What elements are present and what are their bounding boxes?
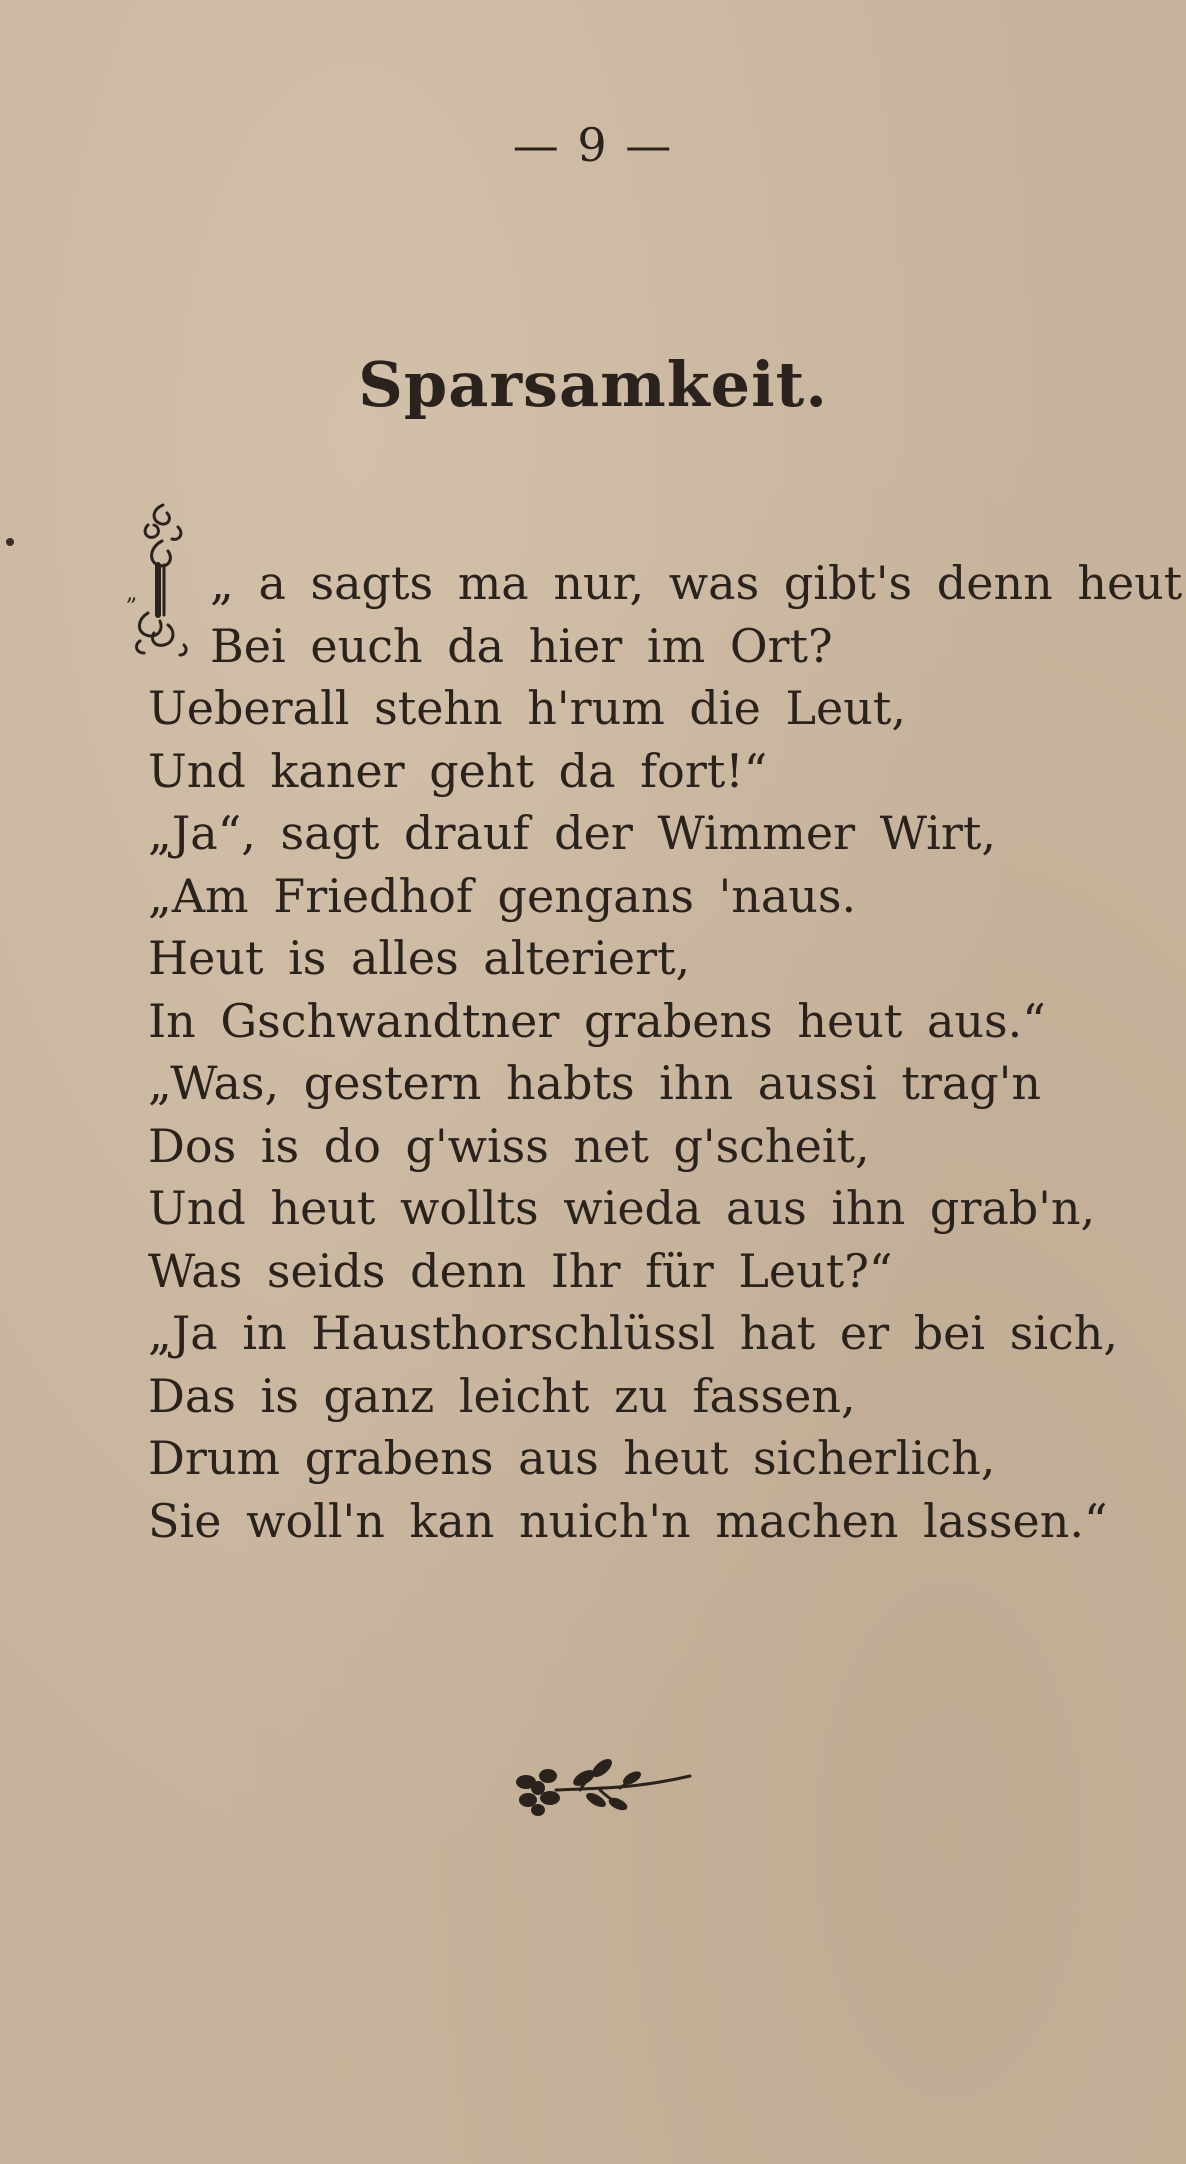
poem-line: Drum grabens aus heut sicherlich, (148, 1431, 996, 1485)
poem-line: Heut is alles alteriert, (148, 931, 691, 985)
ink-speck (6, 538, 14, 546)
page-number: — 9 — (512, 118, 674, 172)
poem-title: Sparsamkeit. (358, 348, 828, 421)
poem-line: Ueberall stehn h'rum die Leut, (148, 681, 906, 735)
poem-line: „Ja“, sagt drauf der Wimmer Wirt, (148, 806, 996, 860)
poem-line: Dos is do g'wiss net g'scheit, (148, 1118, 870, 1173)
svg-text:„: „ (126, 581, 138, 606)
poem-line: Das is ganz leicht zu fassen, (148, 1368, 856, 1423)
poem-line: Und heut wollts wieda aus ihn grab'n, (148, 1181, 1096, 1235)
floral-sprig-icon (500, 1738, 700, 1828)
poem-line: In Gschwandtner grabens heut aus.“ (148, 993, 1046, 1048)
poem-line: Bei euch da hier im Ort? (210, 618, 833, 673)
poem-line: Sie woll'n kan nuich'n machen lassen.“ (148, 1493, 1108, 1548)
poem-line: „Ja in Hausthorschlüssl hat er bei sich, (148, 1306, 1119, 1360)
poem-line: Und kaner geht da fort!“ (148, 743, 768, 798)
poem-line: „Am Friedhof gengans 'naus. (148, 868, 857, 923)
poem-line: Was seids denn Ihr für Leut?“ (148, 1243, 893, 1298)
poem-line: „Was, gestern habts ihn aussi trag'n (148, 1056, 1041, 1110)
poem-body (148, 552, 1183, 1552)
poem-line: „ a sagts ma nur, was gibt's denn heut (210, 556, 1183, 610)
